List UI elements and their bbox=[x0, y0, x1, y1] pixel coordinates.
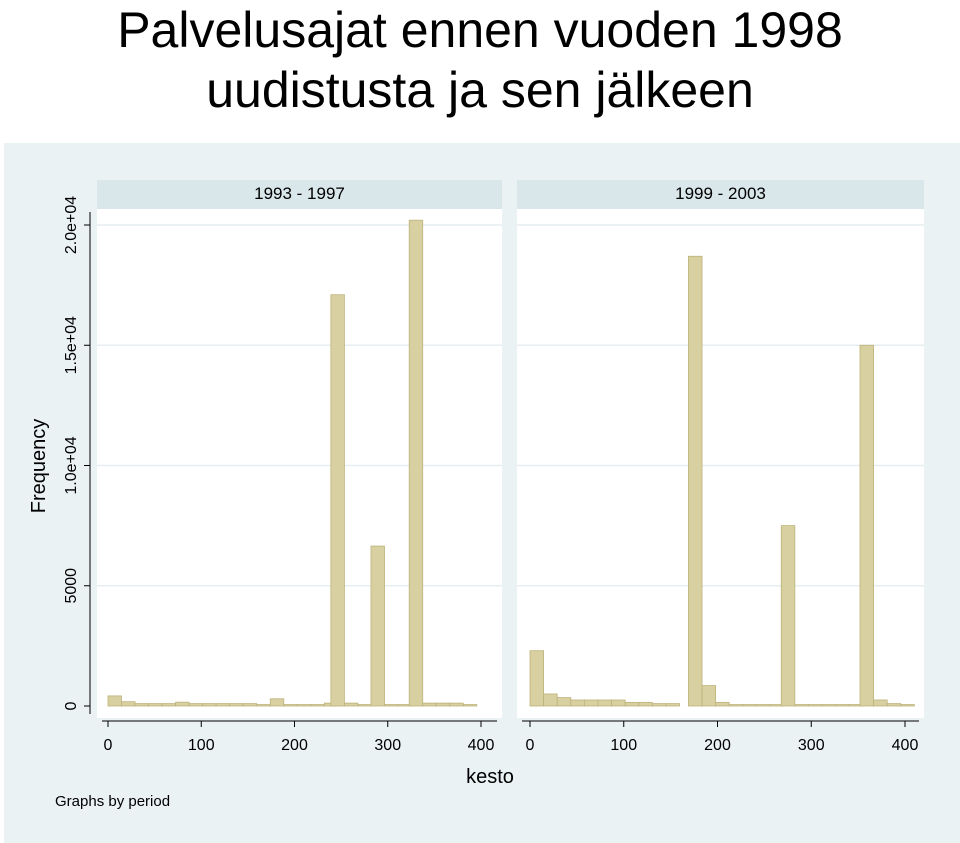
histogram-bar bbox=[530, 651, 544, 706]
histogram-bar bbox=[358, 705, 372, 706]
histogram-bar bbox=[371, 546, 385, 706]
y-tick-label: 1.0e+04 bbox=[63, 436, 80, 495]
histogram-bar bbox=[571, 700, 585, 706]
x-tick-label: 400 bbox=[467, 737, 495, 754]
y-tick-label: 0 bbox=[63, 701, 80, 711]
histogram-bar bbox=[860, 345, 874, 706]
histogram-bar bbox=[808, 705, 822, 706]
histogram-bar bbox=[584, 700, 598, 706]
histogram-bar bbox=[463, 705, 477, 706]
histogram-bar bbox=[743, 705, 757, 706]
histogram-bar bbox=[284, 705, 298, 706]
histogram-bar bbox=[702, 686, 716, 706]
title-line-1: Palvelusajat ennen vuoden 1998 bbox=[117, 2, 843, 58]
histogram-bar bbox=[149, 704, 163, 706]
histogram-bar bbox=[557, 698, 571, 706]
histogram-bar bbox=[822, 705, 836, 706]
x-tick-label: 0 bbox=[103, 737, 113, 754]
histogram-bar bbox=[836, 705, 850, 706]
histogram-bar bbox=[652, 704, 666, 706]
histogram-bar bbox=[901, 705, 915, 706]
histogram-bar bbox=[243, 704, 257, 706]
graph-note: Graphs by period bbox=[55, 793, 171, 810]
histogram-bar bbox=[544, 694, 558, 706]
x-tick-label: 0 bbox=[525, 737, 535, 754]
x-tick-label: 300 bbox=[797, 737, 825, 754]
histogram-bar bbox=[384, 705, 398, 706]
histogram-bar bbox=[756, 705, 770, 706]
histogram-bar bbox=[409, 220, 423, 706]
histogram-bar bbox=[311, 705, 325, 706]
histogram-bar bbox=[612, 700, 626, 706]
histogram-bar bbox=[795, 705, 809, 706]
histogram-bar bbox=[666, 704, 680, 706]
histogram-bar bbox=[598, 700, 612, 706]
histogram-bar bbox=[297, 705, 311, 706]
x-tick-label: 100 bbox=[187, 737, 215, 754]
histogram-bar bbox=[781, 526, 795, 706]
histogram-bar bbox=[344, 703, 358, 706]
title-line-2: uudistusta ja sen jälkeen bbox=[206, 62, 754, 118]
x-tick-label: 200 bbox=[704, 737, 731, 754]
histogram-bar bbox=[639, 702, 653, 706]
histogram-bar bbox=[625, 702, 639, 706]
histogram-bar bbox=[331, 295, 345, 706]
histogram-bar bbox=[716, 702, 730, 706]
histogram-bar bbox=[135, 704, 149, 706]
y-tick-label: 1.5e+04 bbox=[63, 316, 80, 375]
x-tick-label: 200 bbox=[281, 737, 308, 754]
plot-area bbox=[97, 209, 502, 718]
histogram-bar bbox=[203, 704, 217, 706]
histogram-bar bbox=[423, 703, 437, 706]
x-tick-label: 300 bbox=[374, 737, 402, 754]
panel-title: 1999 - 2003 bbox=[675, 184, 766, 203]
histogram-bar bbox=[874, 700, 888, 706]
histogram-bar bbox=[122, 702, 136, 706]
histogram-bar bbox=[230, 704, 244, 706]
histogram-bar bbox=[108, 696, 122, 706]
histogram-bar bbox=[887, 704, 901, 706]
histogram-bar bbox=[270, 699, 284, 706]
histogram-bar bbox=[688, 256, 702, 706]
y-tick-label: 2.0e+04 bbox=[63, 195, 80, 255]
histogram-bar bbox=[176, 702, 190, 706]
histogram-bar bbox=[216, 704, 230, 706]
x-tick-label: 100 bbox=[610, 737, 638, 754]
y-tick-label: 5000 bbox=[63, 567, 80, 604]
histogram-bar bbox=[162, 704, 176, 706]
panel-title: 1993 - 1997 bbox=[254, 184, 345, 203]
x-axis-label: kesto bbox=[466, 766, 514, 788]
histogram-bar bbox=[729, 705, 743, 706]
x-tick-label: 400 bbox=[891, 737, 919, 754]
histogram-bar bbox=[450, 703, 464, 706]
histogram-bar bbox=[257, 705, 271, 706]
y-axis-label: Frequency bbox=[28, 418, 50, 514]
histogram-bar bbox=[189, 704, 203, 706]
histogram-bar bbox=[436, 703, 450, 706]
